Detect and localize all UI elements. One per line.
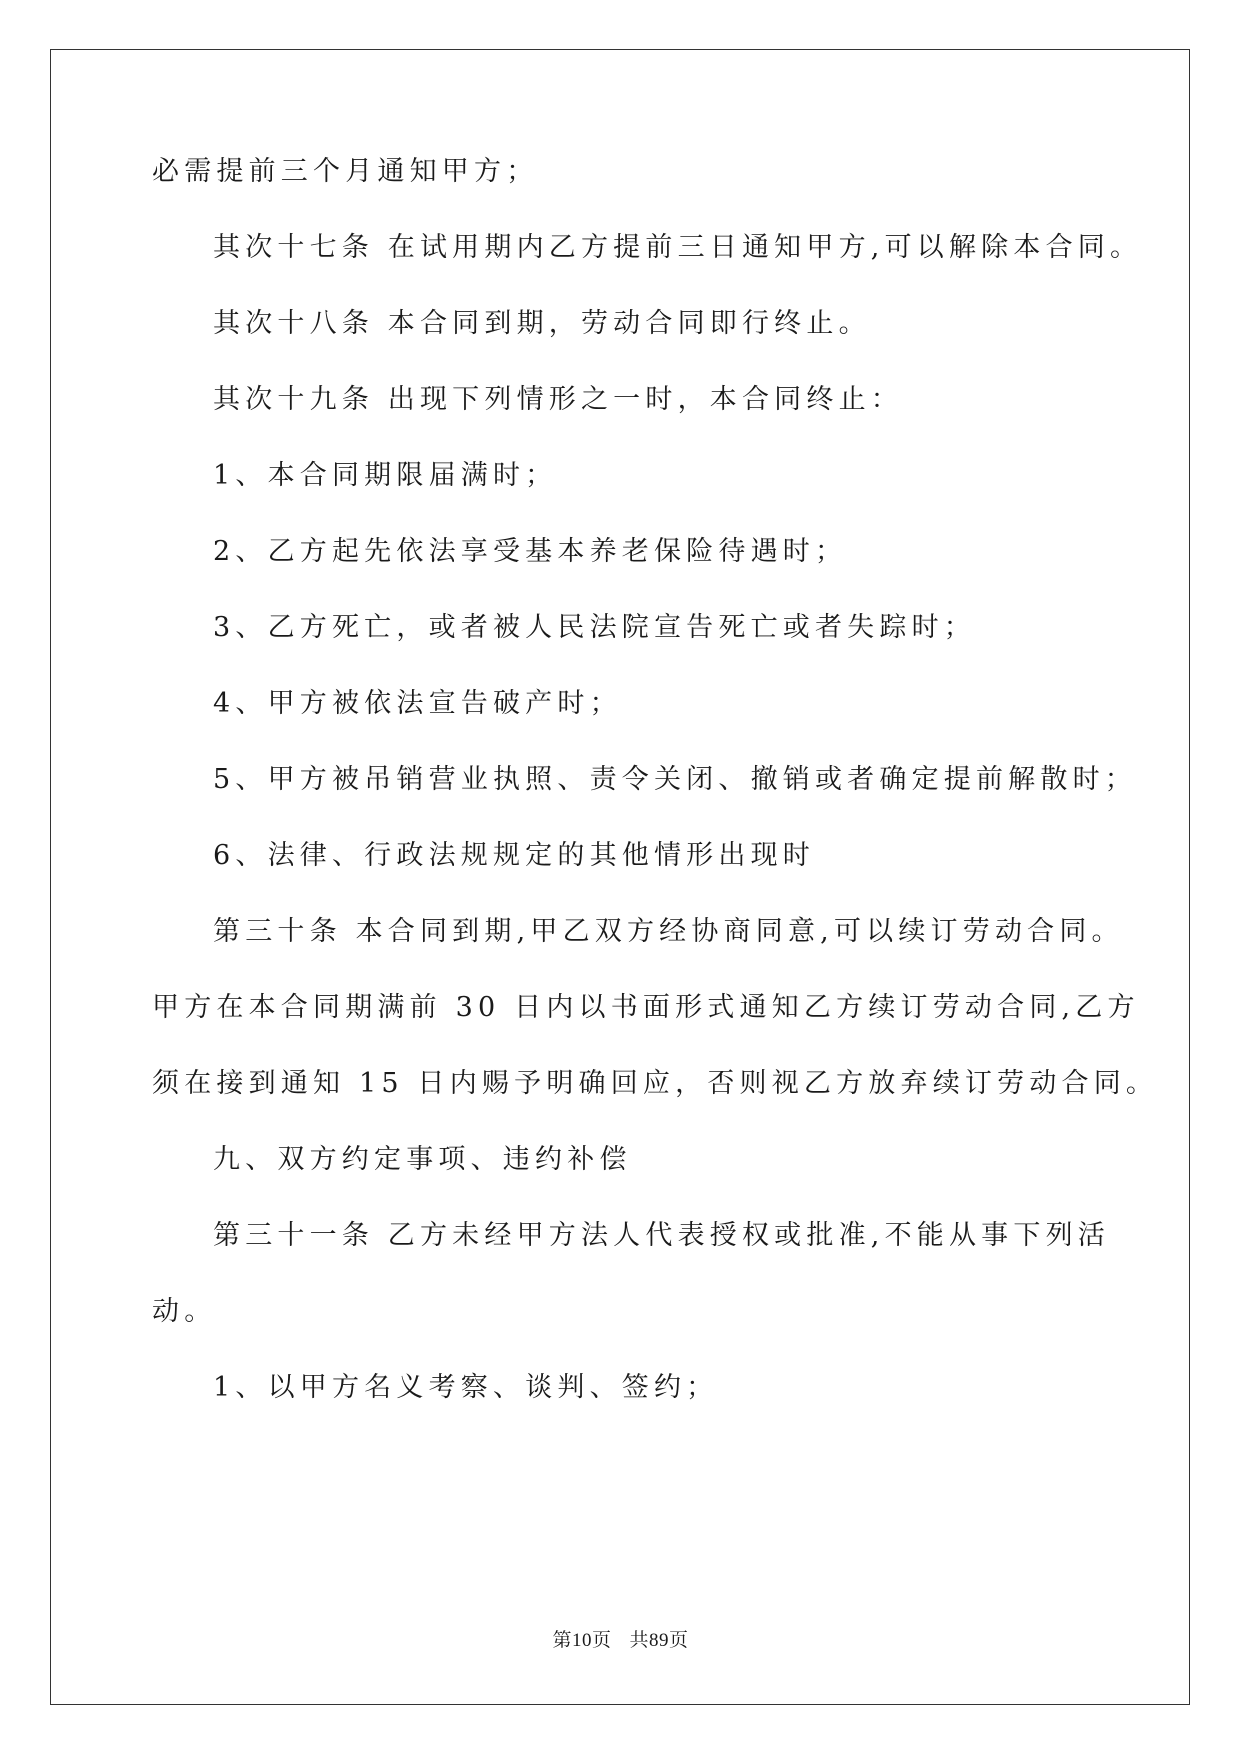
list-item: 1、本合同期限届满时； — [213, 460, 558, 491]
text-line: 甲方在本合同期满前 30 日内以书面形式通知乙方续订劳动合同,乙方 — [152, 992, 1140, 1023]
total-suffix: 页 — [669, 1629, 689, 1651]
list-item: 5、甲方被吊销营业执照、责令关闭、撤销或者确定提前解散时； — [213, 764, 1137, 795]
clause-19: 其次十九条 出现下列情形之一时，本合同终止： — [213, 384, 903, 415]
clause-30: 第三十条 本合同到期,甲乙双方经协商同意,可以续订劳动合同。 — [213, 916, 1124, 947]
text-line: 必需提前三个月通知甲方； — [152, 156, 539, 187]
page-footer — [0, 1628, 1241, 1653]
page-suffix: 页 — [591, 1629, 612, 1651]
list-item: 1、以甲方名义考察、谈判、签约； — [213, 1372, 719, 1403]
clause-18: 其次十八条 本合同到期，劳动合同即行终止。 — [213, 308, 871, 339]
text-line: 动。 — [152, 1296, 217, 1327]
list-item: 4、甲方被依法宣告破产时； — [213, 688, 622, 719]
clause-17: 其次十七条 在试用期内乙方提前三日通知甲方,可以解除本合同。 — [213, 232, 1143, 263]
total-pages: 89 — [649, 1630, 670, 1651]
page-number: 10 — [571, 1630, 592, 1651]
page-prefix: 第 — [552, 1629, 572, 1651]
clause-31: 第三十一条 乙方未经甲方法人代表授权或批准,不能从事下列活 — [213, 1220, 1110, 1251]
page-border — [50, 49, 1190, 1705]
list-item: 6、法律、行政法规规定的其他情形出现时 — [213, 840, 815, 871]
list-item: 3、乙方死亡，或者被人民法院宣告死亡或者失踪时； — [213, 612, 976, 643]
section-heading: 九、双方约定事项、违约补偿 — [213, 1144, 632, 1175]
text-line: 须在接到通知 15 日内赐予明确回应，否则视乙方放弃续订劳动合同。 — [152, 1068, 1159, 1099]
list-item: 2、乙方起先依法享受基本养老保险待遇时； — [213, 536, 848, 567]
total-prefix: 共 — [629, 1629, 650, 1651]
